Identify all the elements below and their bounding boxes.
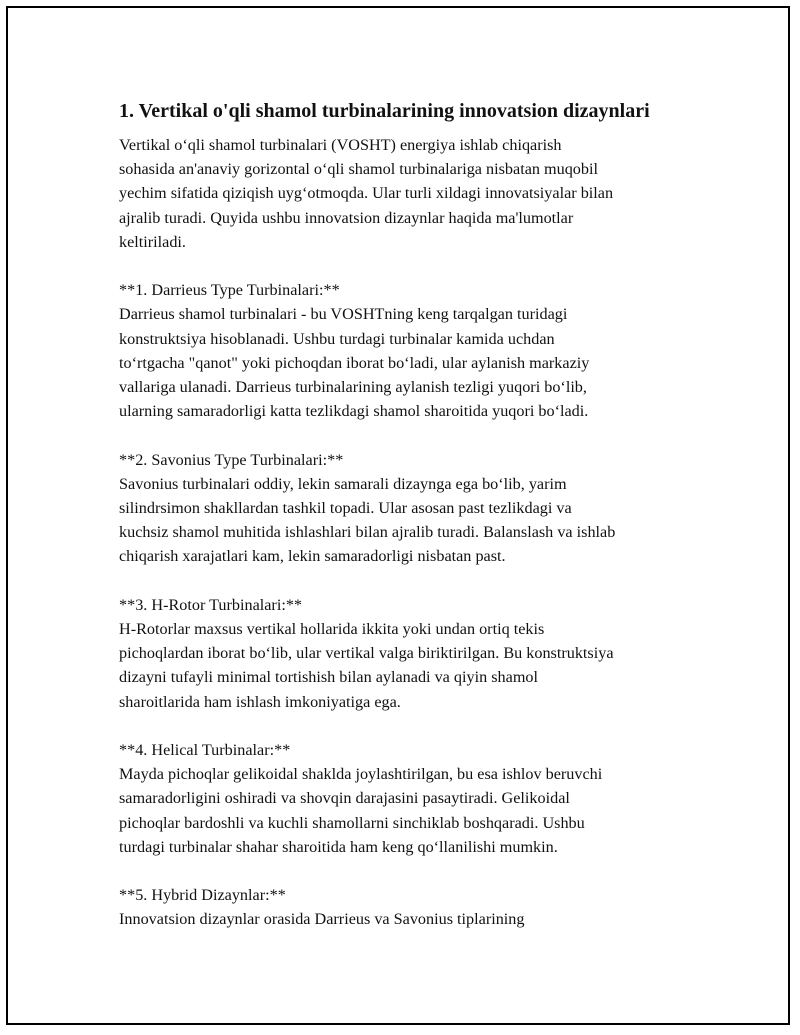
text-line: Innovatsion dizaynlar orasida Darrieus va Savonius tiplarining: [119, 910, 525, 929]
section-helical: [119, 738, 699, 859]
text-line: yechim sifatida qiziqish uyg‘otmoqda. Ular turli xildagi innovatsiyalar bilan: [119, 184, 614, 203]
text-line: konstruktsiya hisoblanadi. Ushbu turdagi turbinalar kamida uchdan: [119, 329, 555, 348]
section-savonius: [119, 448, 699, 569]
text-line: sohasida an'anaviy gorizontal o‘qli shamol turbinalariga nisbatan muqobil: [119, 160, 598, 179]
section-heading: **2. Savonius Type Turbinalari:**: [119, 450, 344, 469]
text-line: pichoqlar bardoshli va kuchli shamollarni sinchiklab boshqaradi. Ushbu: [119, 813, 585, 832]
text-line: Mayda pichoqlar gelikoidal shaklda joylashtirilgan, bu esa ishlov beruvchi: [119, 765, 603, 784]
text-line: keltiriladi.: [119, 232, 186, 251]
section-h-rotor: [119, 593, 699, 714]
text-line: turdagi turbinalar shahar sharoitida ham keng qo‘llanilishi mumkin.: [119, 837, 558, 856]
intro-paragraph: [119, 133, 699, 254]
text-line: kuchsiz shamol muhitida ishlashlari bilan ajralib turadi. Balanslash va ishlab: [119, 523, 616, 542]
document-body: [119, 98, 699, 956]
text-line: vallariga ulanadi. Darrieus turbinalarining aylanish tezligi yuqori bo‘lib,: [119, 378, 587, 397]
text-line: ularning samaradorligi katta tezlikdagi shamol sharoitida yuqori bo‘ladi.: [119, 402, 589, 421]
section-heading: **4. Helical Turbinalar:**: [119, 741, 291, 760]
text-line: chiqarish xarajatlari kam, lekin samaradorligi nisbatan past.: [119, 547, 506, 566]
section-heading: **1. Darrieus Type Turbinalari:**: [119, 281, 340, 300]
text-line: dizayni tufayli minimal tortishish bilan aylanadi va qiyin shamol: [119, 668, 539, 687]
text-line: Darrieus shamol turbinalari - bu VOSHTning keng tarqalgan turidagi: [119, 305, 568, 324]
section-darrieus: [119, 278, 699, 423]
page-frame: [6, 6, 790, 1025]
section-hybrid: [119, 883, 699, 931]
text-line: to‘rtgacha "qanot" yoki pichoqdan iborat bo‘ladi, ular aylanish markaziy: [119, 353, 590, 372]
text-line: sharoitlarida ham ishlash imkoniyatiga ega.: [119, 692, 401, 711]
text-line: Savonius turbinalari oddiy, lekin samarali dizaynga ega bo‘lib, yarim: [119, 474, 567, 493]
text-line: ajralib turadi. Quyida ushbu innovatsion dizaynlar haqida ma'lumotlar: [119, 208, 574, 227]
text-line: H-Rotorlar maxsus vertikal hollarida ikkita yoki undan ortiq tekis: [119, 620, 545, 639]
text-line: Vertikal o‘qli shamol turbinalari (VOSHT) energiya ishlab chiqarish: [119, 136, 562, 154]
text-line: samaradorligini oshiradi va shovqin darajasini pasaytiradi. Gelikoidal: [119, 789, 570, 808]
section-heading: **5. Hybrid Dizaynlar:**: [119, 886, 286, 905]
section-heading: **3. H-Rotor Turbinalari:**: [119, 595, 303, 614]
text-line: pichoqlardan iborat bo‘lib, ular vertikal valga biriktirilgan. Bu konstruktsiya: [119, 644, 614, 663]
document-title: 1. Vertikal o'qli shamol turbinalarining innovatsion dizaynlari: [119, 100, 650, 122]
text-line: silindrsimon shakllardan tashkil topadi. Ular asosan past tezlikdagi va: [119, 499, 572, 518]
